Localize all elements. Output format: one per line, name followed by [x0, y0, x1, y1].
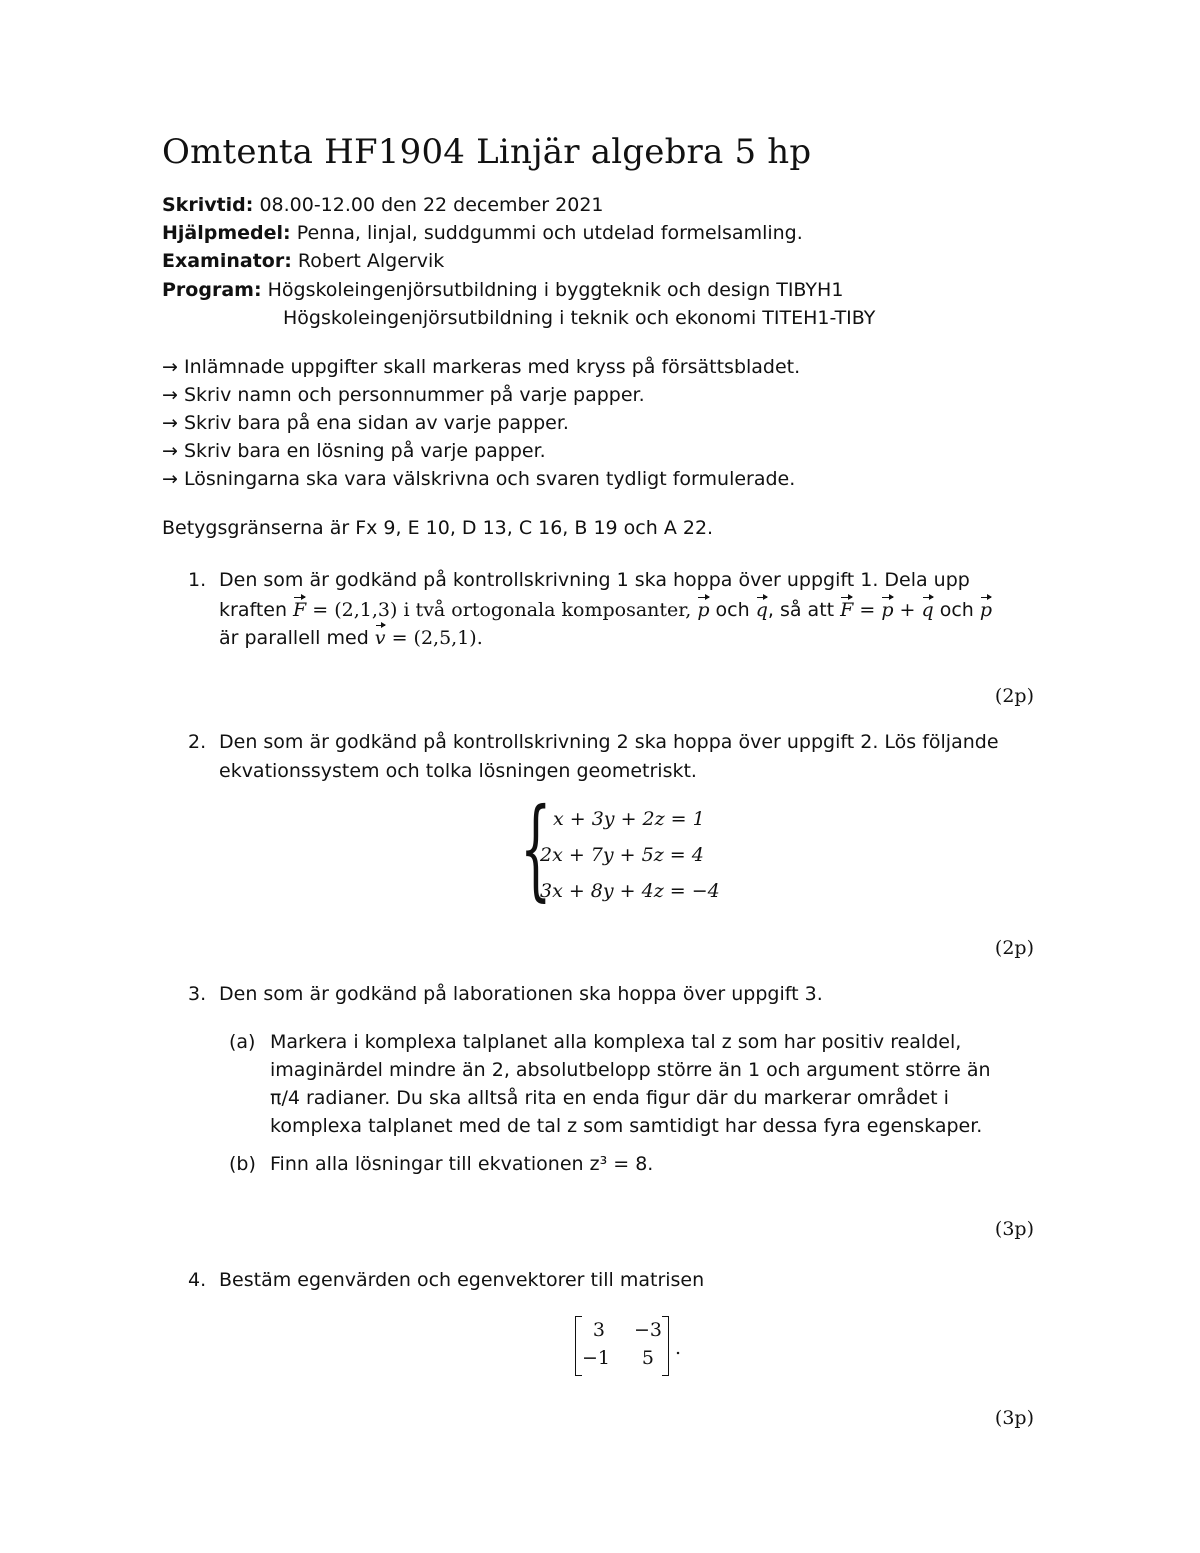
problem-number: 4.: [188, 1269, 207, 1291]
subproblem-label: (b): [229, 1153, 256, 1175]
info-label: Hjälpmedel:: [162, 222, 291, 244]
subproblem-b-line: Finn alla lösningar till ekvationen z³ = 8.: [270, 1153, 654, 1175]
info-value: Penna, linjal, suddgummi och utdelad formelsamling.: [296, 222, 803, 244]
vector-q: q: [756, 596, 768, 624]
instruction-item: → Skriv bara en lösning på varje papper.: [162, 440, 546, 462]
info-label: Program:: [162, 279, 262, 301]
info-program: [162, 276, 843, 304]
info-writing-time: [162, 191, 604, 219]
info-aids: [162, 219, 803, 247]
problem-points: (3p): [994, 1218, 1034, 1240]
info-examiner: [162, 247, 444, 275]
matrix-period: .: [675, 1337, 682, 1359]
info-value: Högskoleingenjörsutbildning i byggteknik och design TIBYH1: [267, 279, 844, 301]
info-label: Examinator:: [162, 250, 292, 272]
problem-1-line: kraften F = (2,1,3) i två ortogonala komposanter, p och q, så att F = p + q och p: [219, 596, 992, 624]
instruction-item: → Lösningarna ska vara välskrivna och svaren tydligt formulerade.: [162, 468, 796, 490]
instruction-item: → Skriv bara på ena sidan av varje papper.: [162, 412, 569, 434]
problem-2-line: Den som är godkänd på kontrollskrivning 2 ska hoppa över uppgift 2. Lös följande: [219, 731, 999, 753]
problem-number: 3.: [188, 983, 207, 1005]
vector-F: F: [840, 596, 853, 624]
subproblem-label: (a): [229, 1031, 256, 1053]
equation-row: x + 3y + 2z = 1: [553, 808, 705, 830]
info-value: Robert Algervik: [297, 250, 445, 272]
page-title: Omtenta HF1904 Linjär algebra 5 hp: [162, 132, 812, 172]
info-value: 08.00-12.00 den 22 december 2021: [259, 194, 604, 216]
vector-p: p: [881, 596, 893, 624]
info-label: Skrivtid:: [162, 194, 254, 216]
instruction-item: → Skriv namn och personnummer på varje papper.: [162, 384, 645, 406]
problem-points: (3p): [994, 1407, 1034, 1429]
vector-F: F: [293, 596, 306, 624]
subproblem-a-line: Markera i komplexa talplanet alla komplexa tal z som har positiv realdel,: [270, 1031, 962, 1053]
subproblem-a-line: π/4 radianer. Du ska alltså rita en enda figur där du markerar området i: [270, 1087, 949, 1109]
problem-3-line: Den som är godkänd på laborationen ska hoppa över uppgift 3.: [219, 983, 823, 1005]
subproblem-a-line: komplexa talplanet med de tal z som samtidigt har dessa fyra egenskaper.: [270, 1115, 983, 1137]
problem-number: 1.: [188, 569, 207, 591]
problem-1-line: Den som är godkänd på kontrollskrivning 1 ska hoppa över uppgift 1. Dela upp: [219, 569, 970, 591]
equation-row: 2x + 7y + 5z = 4: [540, 844, 704, 866]
subproblem-a-line: imaginärdel mindre än 2, absolutbelopp större än 1 och argument större än: [270, 1059, 991, 1081]
matrix-cell: 3: [592, 1319, 605, 1341]
problem-points: (2p): [994, 685, 1034, 707]
matrix-cell: 5: [641, 1347, 654, 1369]
problem-4-line: Bestäm egenvärden och egenvektorer till matrisen: [219, 1269, 705, 1291]
info-program-line2: Högskoleingenjörsutbildning i teknik och ekonomi TITEH1-TIBY: [283, 307, 876, 329]
vector-q: q: [922, 596, 934, 624]
problem-1-line: är parallell med v = (2,5,1).: [219, 624, 483, 652]
left-brace: {: [520, 784, 552, 912]
matrix-cell: −1: [581, 1347, 610, 1369]
problem-number: 2.: [188, 731, 207, 753]
problem-2-line: ekvationssystem och tolka lösningen geometriskt.: [219, 760, 697, 782]
grade-limits: Betygsgränserna är Fx 9, E 10, D 13, C 16, B 19 och A 22.: [162, 517, 714, 539]
vector-p: p: [697, 596, 709, 624]
instruction-item: → Inlämnade uppgifter skall markeras med kryss på försättsbladet.: [162, 356, 801, 378]
matrix-cell: −3: [633, 1319, 662, 1341]
vector-p: p: [980, 596, 992, 624]
vector-v: v: [375, 624, 386, 652]
matrix-right-bracket: [662, 1316, 669, 1376]
equation-row: 3x + 8y + 4z = −4: [540, 880, 720, 902]
problem-points: (2p): [994, 937, 1034, 959]
